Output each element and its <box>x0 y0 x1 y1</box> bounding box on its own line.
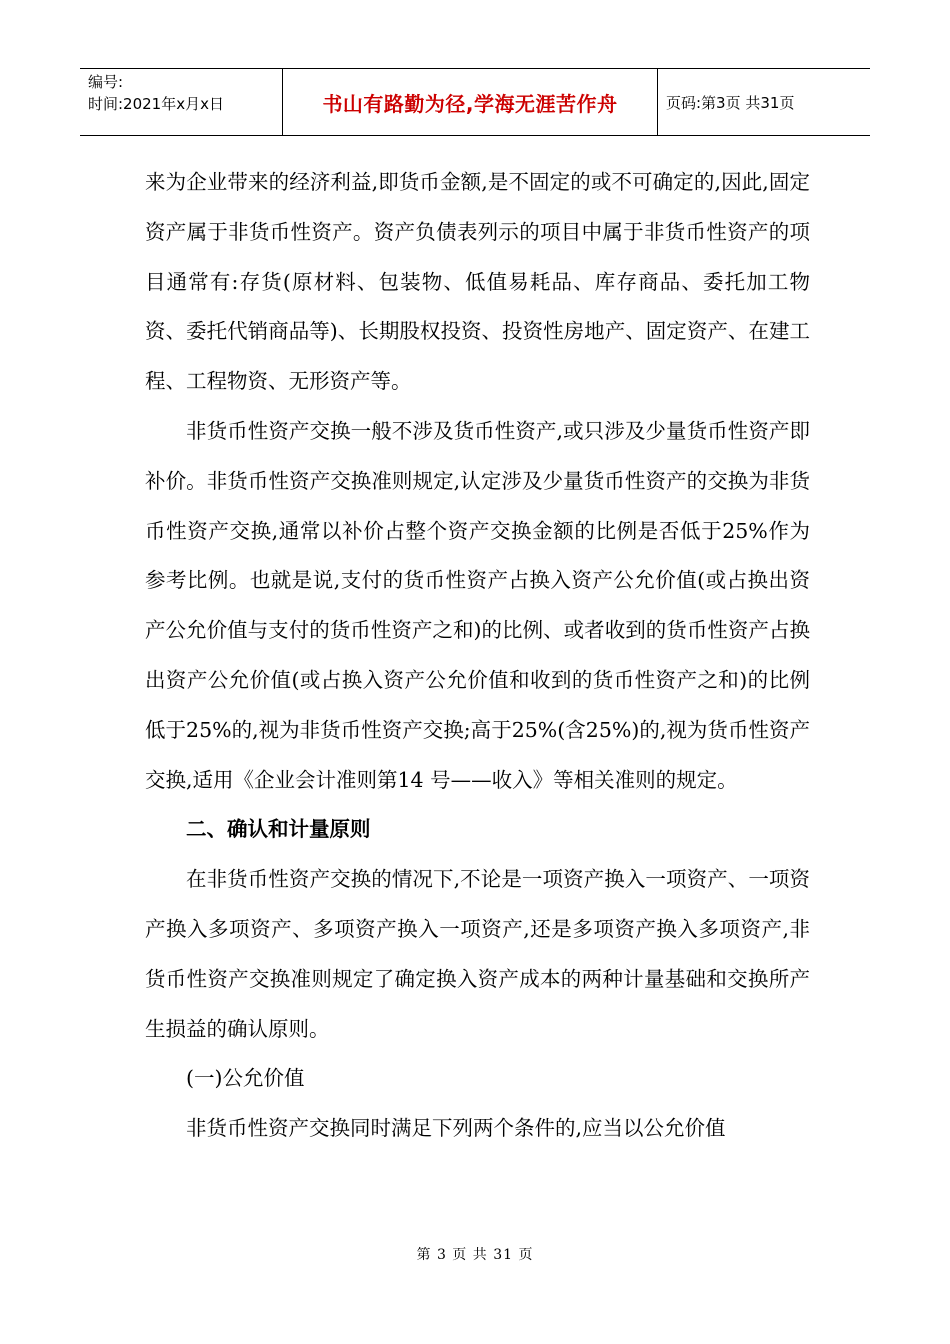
subsection-heading: (一)公允价值 <box>186 1066 305 1091</box>
header-page-cell <box>658 69 870 135</box>
header-page-label: 页码:第3页 共31页 <box>666 93 795 112</box>
page-footer: 第 3 页 共 31 页 <box>416 1247 534 1263</box>
section-heading: 二、确认和计量原则 <box>186 817 371 842</box>
body-paragraph: 非货币性资产交换一般不涉及货币性资产,或只涉及少量货币性资产即补价。非货币性资产交换准则规定,认定涉及少量货币性资产的交换为非货币性资产交换,通常以补价占整个资产交换金额的比例是否低于25%作为参考比例。也就是说,支付的货币性资产占换入资产公允价值(或占换出资产公允价值与支付的货币性资产之和)的比例、或者收到的货币性资产占换出资产公允价值(或占换入资产公允价值和收到的货币性资产之和)的比例低于25%的,视为非货币性资产交换;高于25%(含25%)的,视为货币性资产交换,适用《企业会计准则第14 号——收入》等相关准则的规定。 <box>145 418 810 792</box>
body-paragraph: 来为企业带来的经济利益,即货币金额,是不固定的或不可确定的,因此,固定资产属于非货币性资产。资产负债表列示的项目中属于非货币性资产的项目通常有:存货(原材料、包装物、低值易耗品、库存商品、委托加工物资、委托代销商品等)、长期股权投资、投资性房地产、固定资产、在建工程、工程物资、无形资产等。 <box>145 170 810 394</box>
document-number-label: 编号: <box>88 73 124 91</box>
header-meta-cell <box>80 69 283 135</box>
header-motto-cell <box>283 69 658 135</box>
document-time-label: 时间:2021年x月x日 <box>88 95 224 113</box>
header-motto: 书山有路勤为径,学海无涯苦作舟 <box>322 91 618 116</box>
document-body <box>145 158 810 1154</box>
header-table <box>80 68 870 136</box>
body-paragraph: 非货币性资产交换同时满足下列两个条件的,应当以公允价值 <box>186 1116 726 1141</box>
body-paragraph: 在非货币性资产交换的情况下,不论是一项资产换入一项资产、一项资产换入多项资产、多项资产换入一项资产,还是多项资产换入多项资产,非货币性资产交换准则规定了确定换入资产成本的两种计量基础和交换所产生损益的确认原则。 <box>145 867 810 1041</box>
